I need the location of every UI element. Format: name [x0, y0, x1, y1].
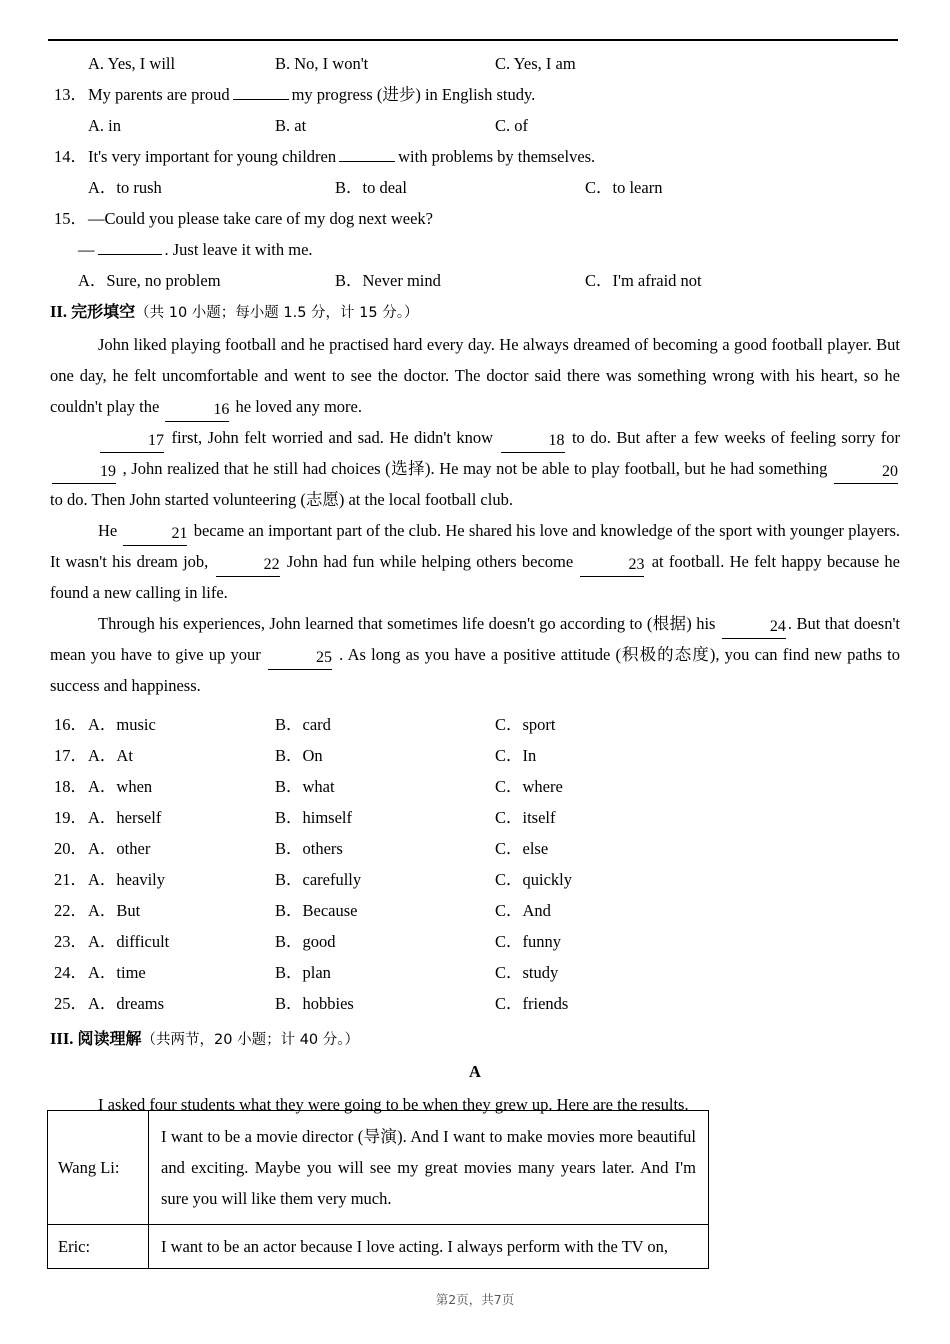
passage-letter-a: A: [469, 1062, 481, 1081]
option-b[interactable]: B．to deal: [335, 178, 407, 197]
question-15-stem-line1: [0, 203, 950, 234]
option-a[interactable]: A．time: [88, 963, 146, 982]
option-a[interactable]: A．At: [88, 746, 133, 765]
option-c[interactable]: C．study: [495, 963, 559, 982]
option-a[interactable]: A．heavily: [88, 870, 165, 889]
option-a[interactable]: A．music: [88, 715, 156, 734]
option-a[interactable]: A．herself: [88, 808, 162, 827]
question-number: 20．: [54, 839, 87, 858]
cloze-option-row: [0, 833, 950, 864]
option-b[interactable]: B．carefully: [275, 870, 362, 889]
question-number: 17．: [54, 746, 87, 765]
question-text: [88, 141, 595, 172]
section-3-heading: [0, 1023, 950, 1056]
question-13-options: [0, 110, 950, 141]
para-text: John liked playing football and he practised hard every day. He always dreamed of becoming a good football player. But one day, he felt uncomfortable and went to see the doctor. The doctor said there was something wrong with his heart, so he couldn't play the: [50, 335, 900, 416]
question-number: 23．: [54, 932, 87, 951]
option-c[interactable]: C．else: [495, 839, 549, 858]
option-c[interactable]: C．itself: [495, 808, 556, 827]
option-b[interactable]: B．others: [275, 839, 343, 858]
para-text: at football. He felt happy because he found a new calling in life.: [50, 552, 900, 602]
option-b[interactable]: B．card: [275, 715, 331, 734]
carryover-option-row: [0, 48, 950, 79]
student-name-cell: Eric:: [48, 1225, 149, 1269]
question-number: 14．: [54, 147, 87, 166]
cloze-passage: [50, 329, 900, 701]
option-b[interactable]: B. at: [275, 116, 307, 135]
student-answer-cell: I want to be a movie director (导演). And I want to make movies more beautiful and exciting. Maybe you will see my great movies many years later. And I'm sure you will like them very much.: [149, 1111, 709, 1225]
para-text: . As long as you have a positive attitude (积极的态度), you can find new paths to success and happiness.: [50, 645, 901, 695]
question-number: 22．: [54, 901, 87, 920]
dash-prefix: —: [78, 240, 95, 259]
option-c[interactable]: C．where: [495, 777, 563, 796]
option-b[interactable]: B．hobbies: [275, 994, 354, 1013]
question-number: 25．: [54, 994, 87, 1013]
cloze-blank-16: 16: [165, 399, 229, 422]
question-number: 24．: [54, 963, 87, 982]
cloze-paragraph-4: [50, 608, 900, 701]
option-a[interactable]: A. in: [88, 116, 121, 135]
section-meta: （共两节，20 小题；计 40 分。）: [141, 1032, 360, 1048]
stem-after: my progress (进步) in English study.: [291, 85, 536, 104]
table-row: [48, 1225, 709, 1269]
cloze-option-row: [0, 895, 950, 926]
cloze-paragraph-3: [50, 515, 900, 608]
option-c[interactable]: C．I'm afraid not: [585, 271, 702, 290]
question-14-stem: [0, 141, 950, 172]
section-title: 完形填空: [71, 302, 136, 321]
answer-blank: [98, 242, 162, 255]
question-14-options: [0, 172, 950, 203]
option-a[interactable]: A．when: [88, 777, 153, 796]
option-b[interactable]: B．On: [275, 746, 323, 765]
option-b: B. No, I won't: [275, 54, 369, 73]
option-c[interactable]: C．to learn: [585, 178, 663, 197]
option-a[interactable]: A．But: [88, 901, 141, 920]
cloze-paragraph-2: [50, 422, 900, 515]
page-footer: 第2页，共7页: [435, 1292, 515, 1307]
option-b[interactable]: B．Because: [275, 901, 358, 920]
option-c[interactable]: C．And: [495, 901, 551, 920]
section-roman: III.: [50, 1029, 74, 1048]
option-c[interactable]: C．In: [495, 746, 537, 765]
cloze-option-row: [0, 740, 950, 771]
question-number: 19．: [54, 808, 87, 827]
cloze-options-list: [0, 709, 950, 1019]
cloze-blank-23: 23: [580, 554, 644, 577]
cloze-option-row: [0, 771, 950, 802]
option-a[interactable]: A．dreams: [88, 994, 165, 1013]
option-c[interactable]: C．sport: [495, 715, 556, 734]
cloze-blank-22: 22: [216, 554, 280, 577]
cloze-option-row: [0, 864, 950, 895]
cloze-option-row: [0, 709, 950, 740]
option-c[interactable]: C. of: [495, 116, 528, 135]
stem-after: with problems by themselves.: [398, 147, 596, 166]
answer-blank: [339, 149, 395, 162]
option-c[interactable]: C．funny: [495, 932, 561, 951]
option-a: A. Yes, I will: [88, 54, 176, 73]
option-b[interactable]: B．himself: [275, 808, 352, 827]
option-a[interactable]: A．Sure, no problem: [78, 271, 221, 290]
option-a[interactable]: A．other: [88, 839, 151, 858]
option-b[interactable]: B．good: [275, 932, 336, 951]
para-text: became an important part of the club. He shared his love and knowledge of the sport with younger players. It wasn't his dream job,: [50, 521, 900, 571]
header-rule: [48, 39, 898, 41]
cloze-option-row: [0, 988, 950, 1019]
question-number: 15．: [54, 209, 87, 228]
para-text: John had fun while helping others become: [286, 552, 574, 571]
cloze-blank-18: 18: [501, 430, 565, 453]
cloze-blank-25: 25: [268, 647, 332, 670]
question-number: 16．: [54, 715, 87, 734]
student-name-cell: Wang Li:: [48, 1111, 149, 1225]
question-number: 18．: [54, 777, 87, 796]
question-text: —Could you please take care of my dog next week?: [88, 209, 434, 228]
question-15-options: [0, 265, 950, 296]
option-c[interactable]: C．quickly: [495, 870, 572, 889]
para-text: to do. Then John started volunteering (志愿) at the local football club.: [50, 490, 513, 509]
para-text: Through his experiences, John learned that sometimes life doesn't go according to (根据) his: [98, 614, 716, 633]
passage-intro: I asked four students what they were going to be when they grew up. Here are the results.: [98, 1095, 689, 1114]
cloze-blank-17: 17: [100, 430, 164, 453]
para-text: He: [98, 521, 118, 540]
cloze-option-row: [0, 802, 950, 833]
question-number: 13．: [54, 85, 87, 104]
table-row: [48, 1111, 709, 1225]
option-a[interactable]: A．difficult: [88, 932, 170, 951]
student-answer-cell: I want to be an actor because I love acting. I always perform with the TV on,: [149, 1225, 709, 1269]
question-15-stem-line2: [0, 234, 950, 265]
para-text: , John realized that he still had choices (选择). He may not be able to play football, but he had something: [122, 459, 828, 478]
para-text: he loved any more.: [235, 397, 362, 416]
section-roman: II.: [50, 302, 67, 321]
cloze-blank-20: 20: [834, 461, 898, 484]
answer-blank: [233, 87, 289, 100]
section-title: 阅读理解: [77, 1029, 142, 1048]
cloze-blank-24: 24: [722, 616, 786, 639]
survey-table: [47, 1110, 709, 1269]
para-text: . But that doesn't mean you have to give up your: [50, 614, 901, 664]
cloze-option-row: [0, 926, 950, 957]
question-number: 21．: [54, 870, 87, 889]
section-meta: （共 10 小题；每小题 1.5 分，计 15 分。）: [135, 305, 419, 321]
para-text: first, John felt worried and sad. He didn't know: [171, 428, 494, 447]
cloze-option-row: [0, 957, 950, 988]
option-c[interactable]: C．friends: [495, 994, 569, 1013]
page-content: [0, 48, 950, 1120]
option-b[interactable]: B．what: [275, 777, 335, 796]
line-suffix: . Just leave it with me.: [164, 240, 313, 259]
question-13-stem: [0, 79, 950, 110]
question-answer-line: [78, 234, 313, 265]
cloze-blank-21: 21: [123, 523, 187, 546]
cloze-blank-19: 19: [52, 461, 116, 484]
option-b[interactable]: B．plan: [275, 963, 331, 982]
option-c: C. Yes, I am: [495, 54, 576, 73]
section-2-heading: [0, 296, 950, 329]
stem-before: It's very important for young children: [88, 147, 337, 166]
stem-before: My parents are proud: [88, 85, 230, 104]
option-a[interactable]: A．to rush: [88, 178, 162, 197]
question-text: [88, 79, 535, 110]
option-b[interactable]: B．Never mind: [335, 271, 441, 290]
para-text: to do. But after a few weeks of feeling sorry for: [571, 428, 901, 447]
cloze-paragraph-1: [50, 329, 900, 422]
